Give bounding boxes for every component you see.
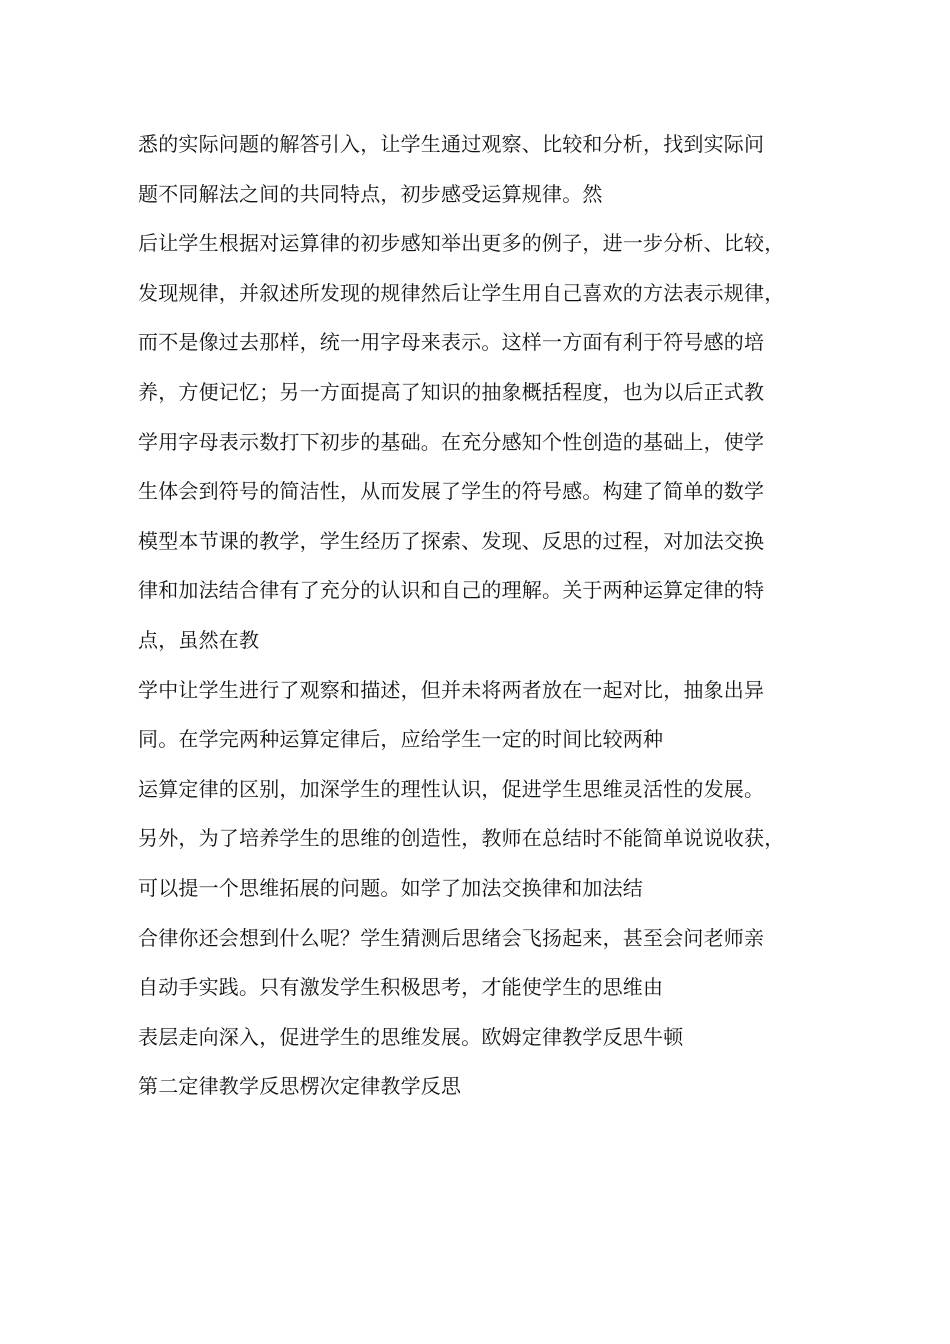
text-line: 后让学生根据对运算律的初步感知举出更多的例子，进一步分析、比较， — [138, 231, 785, 256]
text-line: 而不是像过去那样，统一用字母来表示。这样一方面有利于符号感的培 — [138, 330, 765, 355]
text-line: 运算定律的区别，加深学生的理性认识，促进学生思维灵活性的发展。 — [138, 776, 765, 801]
text-line: 另外，为了培养学生的思维的创造性，教师在总结时不能简单说说收获， — [138, 826, 785, 851]
text-line: 点，虽然在教 — [138, 627, 260, 652]
text-line: 可以提一个思维拓展的问题。如学了加法交换律和加法结 — [138, 875, 643, 900]
text-line: 学用字母表示数打下初步的基础。在充分感知个性创造的基础上，使学 — [138, 429, 765, 454]
text-line: 题不同解法之间的共同特点，初步感受运算规律。然 — [138, 181, 603, 206]
text-line: 表层走向深入，促进学生的思维发展。欧姆定律教学反思牛顿 — [138, 1024, 684, 1049]
text-line: 养，方便记忆；另一方面提高了知识的抽象概括程度，也为以后正式教 — [138, 379, 765, 404]
text-line: 生体会到符号的简洁性，从而发展了学生的符号感。构建了简单的数学 — [138, 479, 765, 504]
text-line: 发现规律，并叙述所发现的规律然后让学生用自己喜欢的方法表示规律， — [138, 280, 785, 305]
body-text — [138, 120, 838, 1112]
text-line: 学中让学生进行了观察和描述，但并未将两者放在一起对比，抽象出异 — [138, 677, 765, 702]
text-line: 自动手实践。只有激发学生积极思考，才能使学生的思维由 — [138, 975, 664, 1000]
text-line: 合律你还会想到什么呢？学生猜测后思绪会飞扬起来，甚至会问老师亲 — [138, 925, 765, 950]
text-line: 同。在学完两种运算定律后，应给学生一定的时间比较两种 — [138, 727, 664, 752]
text-line: 模型本节课的教学，学生经历了探索、发现、反思的过程，对加法交换 — [138, 528, 765, 553]
text-line: 第二定律教学反思楞次定律教学反思 — [138, 1074, 462, 1099]
text-line: 律和加法结合律有了充分的认识和自己的理解。关于两种运算定律的特 — [138, 578, 765, 603]
text-line: 悉的实际问题的解答引入，让学生通过观察、比较和分析，找到实际问 — [138, 132, 765, 156]
